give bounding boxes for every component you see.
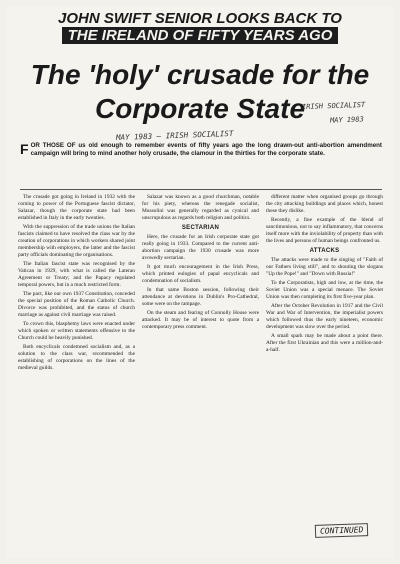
paragraph: On the steam and fearing of Connolly House were attacked. It may be of interest to quote from a contemporary press comment. <box>142 310 259 330</box>
subheading-sectarian: SECTARIAN <box>181 225 220 231</box>
paragraph: Both encyclicals condemned socialism and, as a solution to the class war, recommended the establishing of corporations on the lines of the medieval guilds. <box>18 344 135 371</box>
drop-cap: F <box>20 141 29 157</box>
paragraph: It got much encouragement in the Irish Press, which printed eulogies of papal encyclicals and condemnation of socialism. <box>142 264 259 284</box>
handwritten-note-source: IRISH SOCIALIST <box>301 100 366 112</box>
paragraph: After the October Revolution in 1917 and the Civil War and War of Intervention, the imperialist powers which followed thus the early nineteen, economic development was slow over the period. <box>266 303 383 330</box>
handwritten-note-date: MAY 1983 <box>329 115 364 125</box>
paragraph: A small spark may be made about a point there. After the first Ukrainian and this were a million-and-a-half. <box>266 333 383 353</box>
intro-paragraph <box>20 142 382 158</box>
divider <box>20 189 382 190</box>
subheading-attacks: ATTACKS <box>309 248 340 254</box>
column-3 <box>266 194 383 530</box>
paragraph: To crown this, blasphemy laws were enacted under which spoken or written statements offensive to the Church could be heavily punished. <box>18 321 135 341</box>
handwritten-note-mid: MAY 1983 – IRISH SOCIALIST <box>115 128 234 143</box>
intro-text: OR THOSE OF us old enough to remember events of fifty years ago the long drawn-out anti-abortion amendment campaign will bring to mind another holy crusade, the clamour in the thirties for the corporate state. <box>30 142 382 158</box>
paragraph: Salazar was known as a good churchman, notable for his piety, whereas the renegade socialist, Mussolini was generally regarded as cynical and unscrupulous as regards both religion and politics. <box>142 194 259 221</box>
paragraph: Here, the crusade for an Irish corporate state got really going in 1933. Compared to the current anti-abortion campaign the 1930 crusade was more avowedly sectarian. <box>142 234 259 261</box>
kicker-line-2: THE IRELAND OF FIFTY YEARS AGO <box>62 27 339 44</box>
column-1 <box>18 194 135 530</box>
column-2 <box>142 194 259 530</box>
paragraph: Recently, a fine example of the blend of sanctimonious, not to say inflammatory, that concerns itself more with the inviolability of property than with the lives and persons of human beings confronted us. <box>266 217 383 244</box>
paragraph: different matter when organised groups go through the city attacking buildings and places which, honest these they dislike. <box>266 194 383 214</box>
continued-stamp: CONTINUED <box>314 523 368 538</box>
paragraph: The crusade got going in Ireland in 1932 with the coming to power of the Portuguese fascist dictator, Salazar, though the corporate state had been established in Italy in the early twenties. <box>18 194 135 221</box>
newspaper-clipping <box>6 6 394 558</box>
article-body <box>18 194 386 530</box>
paragraph: In that same Boston session, following their attendance at devotions in Dublin's Pro-Cathedral, some were on the rampage. <box>142 287 259 307</box>
paragraph: With the suppression of the trade unions the Italian fascists claimed to have resolved the class war by the creation of corporations in which workers shared joint membership with employers, the latter and the fascist party officials dominating the organisations. <box>18 224 135 258</box>
paragraph: The Italian fascist state was recognised by the Vatican in 1929, with what is called the Lateran Agreement or Treaty; and the Papacy regulated temporal powers, but in a much restricted form. <box>18 261 135 288</box>
kicker-line-1: JOHN SWIFT SENIOR LOOKS BACK TO <box>58 10 342 27</box>
headline: The 'holy' crusade for the Corporate State <box>30 59 370 124</box>
paragraph: The pact, like our own 1937 Constitution, conceded the special position of the Roman Catholic Church. Divorce was prohibited, and the status of church marriage as against civil marriage was raised. <box>18 291 135 318</box>
kicker <box>20 10 380 44</box>
paragraph: To the Corporatists, high and low, at the time, the Soviet Union was a special menace. The Soviet Union was then completing its first five-year plan. <box>266 280 383 300</box>
paragraph: The attacks were made to the singing of "Faith of our Fathers living still", and to shouting the slogans "Up the Pope!" and "Down with Russia!" <box>266 257 383 277</box>
